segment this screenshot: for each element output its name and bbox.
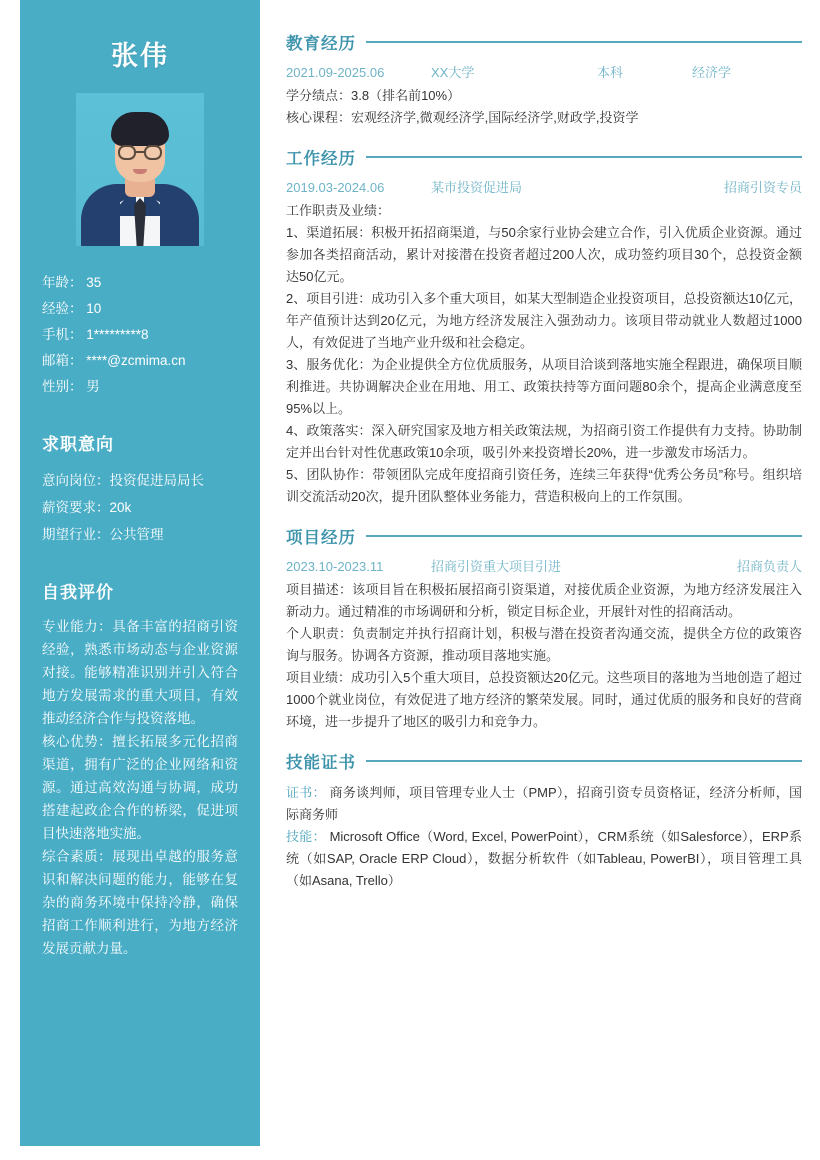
education-header <box>286 30 802 54</box>
work-item: 1、渠道拓展：积极开拓招商渠道，与50余家行业协会建立合作，引入优质企业资源。通过参加各类招商活动，累计对接潜在投资者超过200人次，成功签约项目30个，总投资金额达50亿元。 <box>286 225 802 284</box>
candidate-name: 张伟 <box>111 41 169 71</box>
main-content <box>286 0 802 908</box>
section-education <box>286 30 802 129</box>
intent-position: 意向岗位：投资促进局局长 <box>42 473 204 488</box>
section-project <box>286 524 802 733</box>
info-phone: 手机： 1*********8 <box>42 327 149 342</box>
project-item: 项目描述：该项目旨在积极拓展招商引资渠道，对接优质企业资源，为地方经济发展注入新动力。通过精准的市场调研和分析，锁定目标企业，开展针对性的招商活动。 <box>286 582 802 619</box>
sidebar <box>20 0 260 1146</box>
profile-photo <box>76 93 204 246</box>
skill-label: 技能： <box>286 829 326 844</box>
self-evaluation-heading: 自我评价 <box>42 583 114 602</box>
work-header <box>286 145 802 169</box>
education-school: XX大学 <box>431 65 475 80</box>
work-item: 4、政策落实：深入研究国家及地方相关政策法规，为招商引资工作提供有力支持。协助制定并出台针对性优惠政策10余项，吸引外来投资增长20%，进一步激发市场活力。 <box>286 423 802 460</box>
project-divider <box>366 535 802 537</box>
evaluation-paragraph: 核心优势：擅长拓展多元化招商渠道，拥有广泛的企业网络和资源。通过高效沟通与协调，成功搭建起政企合作的桥梁，促进项目快速落地实施。 <box>42 734 238 841</box>
section-work <box>286 145 802 508</box>
skills-header <box>286 749 802 773</box>
info-age: 年龄： 35 <box>42 275 102 290</box>
project-entry-meta <box>286 557 802 576</box>
education-date: 2021.09-2025.06 <box>286 65 385 80</box>
photo-illustration <box>76 93 204 246</box>
work-entry-meta <box>286 178 802 197</box>
info-experience: 经验： 10 <box>42 301 102 316</box>
work-role: 招商引资专员 <box>723 180 802 195</box>
work-org: 某市投资促进局 <box>431 180 523 195</box>
skills-divider <box>366 760 802 762</box>
education-title: 教育经历 <box>286 35 356 53</box>
evaluation-paragraph: 综合素质：展现出卓越的服务意识和解决问题的能力，能够在复杂的商务环境中保持冷静，确保招商工作顺利进行，为地方经济发展贡献力量。 <box>42 849 238 956</box>
education-major: 经济学 <box>692 65 732 80</box>
education-degree: 本科 <box>597 65 624 80</box>
work-item: 5、团队协作：带领团队完成年度招商引资任务，连续三年获得“优秀公务员”称号。组织培训交流活动20次，提升团队整体业务能力，营造积极向上的工作氛围。 <box>286 467 802 504</box>
intent-industry: 期望行业：公共管理 <box>42 527 164 542</box>
skill-line <box>286 826 802 892</box>
work-divider <box>366 156 802 158</box>
section-skills <box>286 749 802 892</box>
personal-info-list <box>42 270 238 400</box>
education-courses: 核心课程：宏观经济学,微观经济学,国际经济学,财政学,投资学 <box>286 110 639 125</box>
work-item: 2、项目引进：成功引入多个重大项目，如某大型制造企业投资项目，总投资额达10亿元，年产值预计达到20亿元，为地方经济发展注入强劲动力。该项目带动就业人数超过1000人，有效促进了当地产业升级和社会稳定。 <box>286 291 802 350</box>
work-intro: 工作职责及业绩： <box>286 203 391 218</box>
education-divider <box>366 41 802 43</box>
work-date: 2019.03-2024.06 <box>286 180 385 195</box>
project-title: 项目经历 <box>286 529 356 547</box>
photo-glasses-right <box>144 145 162 160</box>
project-date: 2023.10-2023.11 <box>286 559 384 574</box>
skills-title: 技能证书 <box>286 754 356 772</box>
certificate-line <box>286 782 802 826</box>
certificate-label: 证书： <box>286 785 326 800</box>
education-entry-meta <box>286 63 802 82</box>
skill-value: Microsoft Office（Word, Excel, PowerPoint），CRM系统（如Salesforce），ERP系统（如SAP, Oracle ERP Cloud），数据分析软件（如Tableau, PowerBI），项目管理工具（如Asana, Trello） <box>286 829 802 888</box>
evaluation-paragraph: 专业能力：具备丰富的招商引资经验，熟悉市场动态与企业资源对接。能够精准识别并引入符合地方发展需求的重大项目，有效推动经济合作与投资落地。 <box>42 619 238 726</box>
work-item: 3、服务优化：为企业提供全方位优质服务，从项目洽谈到落地实施全程跟进，确保项目顺利推进。共协调解决企业在用地、用工、政策扶持等方面问题80余个，提高企业满意度至95%以上。 <box>286 357 802 416</box>
self-evaluation-body <box>42 615 238 960</box>
photo-glasses-bridge <box>136 151 144 153</box>
project-item: 项目业绩：成功引入5个重大项目，总投资额达20亿元。这些项目的落地为当地创造了超过1000个就业岗位，有效促进了地方经济的繁荣发展。同时，通过优质的服务和良好的营商环境，进一步提升了地区的吸引力和竞争力。 <box>286 670 802 729</box>
project-name: 招商引资重大项目引进 <box>431 559 562 574</box>
certificate-value: 商务谈判师，项目管理专业人士（PMP），招商引资专员资格证，经济分析师，国际商务师 <box>286 785 802 822</box>
project-header <box>286 524 802 548</box>
intent-salary: 薪资要求：20k <box>42 500 132 515</box>
job-intent-list <box>42 467 238 548</box>
info-email: 邮箱： ****@zcmima.cn <box>42 353 186 368</box>
work-title: 工作经历 <box>286 150 356 168</box>
photo-hair-side <box>111 123 169 147</box>
education-gpa: 学分绩点：3.8（排名前10%） <box>286 88 461 103</box>
info-gender: 性别： 男 <box>42 379 100 394</box>
job-intent-heading: 求职意向 <box>42 435 114 454</box>
photo-glasses-left <box>118 145 136 160</box>
project-item: 个人职责：负责制定并执行招商计划，积极与潜在投资者沟通交流，提供全方位的政策咨询与服务。协调各方资源，推动项目落地实施。 <box>286 626 802 663</box>
project-role: 招商负责人 <box>736 559 802 574</box>
